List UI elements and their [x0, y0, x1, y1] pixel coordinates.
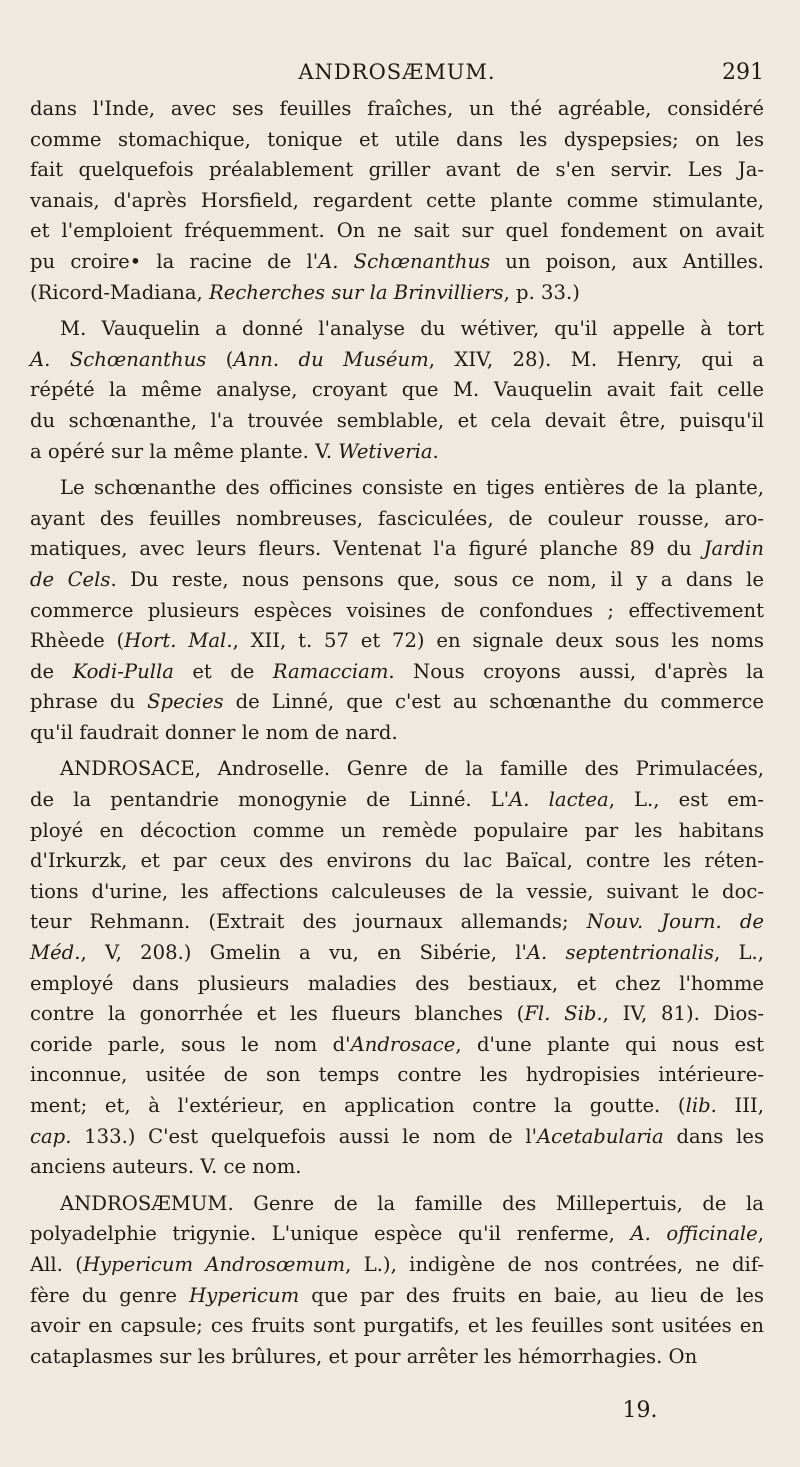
text-span: Le schœnanthe des officines consiste en tiges entières de la plante,	[60, 476, 764, 500]
italic-text: Wetiveria	[338, 439, 433, 463]
text-span: fère du genre	[30, 1283, 190, 1307]
text-line	[30, 626, 764, 657]
italic-text: lib.	[685, 1094, 717, 1117]
running-head: ANDROSÆMUM.	[298, 60, 496, 84]
italic-text: Fl. Sib.	[524, 1002, 603, 1026]
text-line	[30, 1342, 764, 1373]
italic-text: Ramacciam	[272, 659, 389, 683]
text-span: , d'une plante qui nous est	[455, 1032, 764, 1056]
italic-text: A. lactea	[509, 788, 609, 812]
text-span: anciens auteurs. V. ce nom.	[30, 1155, 302, 1179]
italic-text: cap.	[30, 1124, 72, 1148]
text-span: dans l'Inde, avec ses feuilles fraîches, un thé agréable, considéré	[30, 97, 764, 120]
text-span: employé dans plusieurs maladies des bestiaux, et chez l'homme	[30, 971, 764, 995]
text-span: ployé en décoction comme un remède populaire par les habitans	[30, 818, 764, 842]
text-line	[30, 846, 764, 877]
italic-text: A. Schœnanthus	[30, 347, 207, 371]
text-span: . Nous croyons aussi, d'après la	[388, 659, 765, 683]
text-line	[30, 1189, 764, 1220]
text-line	[30, 718, 764, 749]
text-span: répété la même analyse, croyant que M. Vauquelin avait fait celle	[30, 378, 764, 402]
text-line	[30, 437, 764, 468]
text-span: que par des fruits en baie, au lieu de les	[299, 1283, 764, 1307]
italic-text: A. Schœnanthus	[318, 249, 491, 273]
text-span: ANDROSACE, Androselle. Genre de la famille des Primulacées,	[60, 757, 764, 781]
text-span: un poison, aux Antilles.	[490, 249, 764, 273]
italic-text: Ann. du Muséum	[233, 347, 429, 371]
text-line	[30, 216, 764, 247]
italic-text: Species	[147, 690, 224, 714]
italic-text: A. officinale	[630, 1222, 758, 1246]
text-span: M. Vauquelin a donné l'analyse du wétiver, qu'il appelle à tort	[60, 317, 764, 341]
text-span: tions d'urine, les affections calculeuses de la vessie, suivant le doc-	[30, 879, 764, 903]
text-span: polyadelphie trigynie. L'unique espèce qu'il renferme,	[30, 1222, 631, 1246]
text-span: , L.,	[714, 941, 764, 965]
text-span: et de	[173, 659, 273, 683]
text-span: vanais, d'après Horsfield, regardent cette plante comme stimulante,	[30, 188, 764, 212]
text-line	[30, 657, 764, 688]
text-span: de	[30, 659, 73, 683]
text-span: de Linné, que c'est au schœnanthe du commerce	[223, 690, 765, 714]
text-line	[30, 1219, 764, 1250]
text-span: ayant des feuilles nombreuses, fasciculées, de couleur rousse, aro-	[30, 506, 764, 530]
text-span: cataplasmes sur les brûlures, et pour arrêter les hémorrhagies. On	[30, 1344, 698, 1368]
text-line	[30, 504, 764, 535]
text-span: matiques, avec leurs fleurs. Ventenat l'a figuré planche 89 du	[30, 537, 704, 561]
text-span: , XII, t. 57 et 72) en signale deux sous les noms	[232, 629, 764, 653]
text-span: fait quelquefois préalablement griller avant de s'en servir. Les Ja-	[30, 158, 764, 182]
text-line	[30, 534, 764, 565]
text-line	[30, 375, 764, 406]
paragraph	[30, 94, 764, 308]
italic-text: Hypericum	[189, 1283, 300, 1307]
text-line	[30, 155, 764, 186]
text-line	[30, 816, 764, 847]
text-line	[30, 186, 764, 217]
text-line	[30, 969, 764, 1000]
text-span: All. (	[30, 1252, 83, 1276]
italic-text: Hypericum Androsœmum	[82, 1252, 346, 1276]
text-line	[30, 1091, 764, 1122]
text-span: ANDROSÆMUM. Genre de la famille des Millepertuis, de la	[60, 1191, 764, 1215]
text-span: ment; et, à l'extérieur, en application contre la goutte. (	[30, 1094, 686, 1117]
text-line	[30, 687, 764, 718]
text-line	[30, 1311, 764, 1342]
text-span: dans les	[663, 1124, 764, 1148]
text-line	[30, 406, 764, 437]
text-span: , L.), indigène de nos contrées, ne dif-	[345, 1252, 764, 1276]
text-span: III,	[716, 1094, 764, 1117]
italic-text: Nouv. Journ. de	[586, 910, 764, 934]
text-line	[30, 314, 764, 345]
text-line	[30, 565, 764, 596]
text-span: pu croire• la racine de l'	[30, 249, 319, 273]
text-line	[30, 345, 764, 376]
text-line	[30, 1281, 764, 1312]
text-line	[30, 1030, 764, 1061]
text-span: teur Rehmann. (Extrait des journaux allemands;	[30, 910, 587, 934]
text-span: contre la gonorrhée et les flueurs blanches (	[30, 1002, 525, 1026]
italic-text: A. septentrionalis	[526, 941, 714, 965]
text-span: comme stomachique, tonique et utile dans les dyspepsies; on les	[30, 127, 764, 151]
text-span: , IV, 81). Dios-	[602, 1002, 765, 1026]
text-span: . Du reste, nous pensons que, sous ce nom, il y a dans le	[110, 567, 765, 591]
text-span: d'Irkurzk, et par ceux des environs du lac Baïcal, contre les réten-	[30, 849, 764, 873]
italic-text: Hort. Mal.	[124, 629, 233, 653]
paragraph	[30, 1189, 764, 1373]
italic-text: Recherches sur la Brinvilliers	[208, 280, 504, 304]
text-span: qu'il faudrait donner le nom de nard.	[30, 720, 398, 744]
text-line	[30, 1152, 764, 1183]
text-line	[30, 596, 764, 627]
page-number: 291	[722, 60, 764, 85]
text-span: coride parle, sous le nom d'	[30, 1032, 351, 1056]
text-span: , V, 208.) Gmelin a vu, en Sibérie, l'	[80, 941, 527, 965]
text-span: inconnue, usitée de son temps contre les hydropisies intérieure-	[30, 1063, 764, 1087]
text-line	[30, 473, 764, 504]
paragraph	[30, 754, 764, 1182]
italic-text: Kodi-Pulla	[72, 659, 174, 683]
text-span: Rhèede (	[30, 629, 125, 653]
italic-text: Androsace	[350, 1032, 456, 1056]
text-line	[30, 94, 764, 125]
text-span: , p. 33.)	[503, 280, 580, 304]
text-span: et l'emploient fréquemment. On ne sait sur quel fondement on avait	[30, 219, 764, 243]
text-span: , L., est em-	[608, 788, 765, 812]
text-line	[30, 247, 764, 278]
text-span: ,	[757, 1222, 764, 1246]
italic-text: Jardin	[703, 537, 764, 561]
signature-mark: 19.	[622, 1398, 658, 1423]
text-line	[30, 754, 764, 785]
text-line	[30, 999, 764, 1030]
text-span: , XIV, 28). M. Henry, qui a	[428, 347, 764, 371]
italic-text: de Cels	[30, 567, 111, 591]
paragraph	[30, 473, 764, 748]
text-span: (Ricord-Madiana,	[30, 280, 209, 304]
text-line	[30, 877, 764, 908]
text-line	[30, 1060, 764, 1091]
text-line	[30, 1122, 764, 1153]
text-line	[30, 1250, 764, 1281]
text-span: (	[206, 347, 234, 371]
text-line	[30, 938, 764, 969]
text-span: 133.) C'est quelquefois aussi le nom de l'	[71, 1124, 537, 1148]
italic-text: Acetabularia	[537, 1124, 664, 1148]
text-span: de la pentandrie monogynie de Linné. L'	[30, 788, 510, 812]
text-line	[30, 125, 764, 156]
text-span: .	[432, 439, 439, 463]
body-text	[30, 94, 764, 1378]
text-line	[30, 278, 764, 309]
text-span: avoir en capsule; ces fruits sont purgatifs, et les feuilles sont usitées en	[30, 1314, 764, 1338]
text-span: du schœnanthe, l'a trouvée semblable, et cela devait être, puisqu'il	[30, 408, 764, 432]
italic-text: Méd.	[30, 941, 81, 965]
paragraph	[30, 314, 764, 467]
text-span: phrase du	[30, 690, 148, 714]
text-span: a opéré sur la même plante. V.	[30, 439, 339, 463]
text-line	[30, 785, 764, 816]
page-header	[30, 60, 764, 90]
text-line	[30, 907, 764, 938]
text-span: commerce plusieurs espèces voisines de confondues ; effectivement	[30, 598, 764, 622]
